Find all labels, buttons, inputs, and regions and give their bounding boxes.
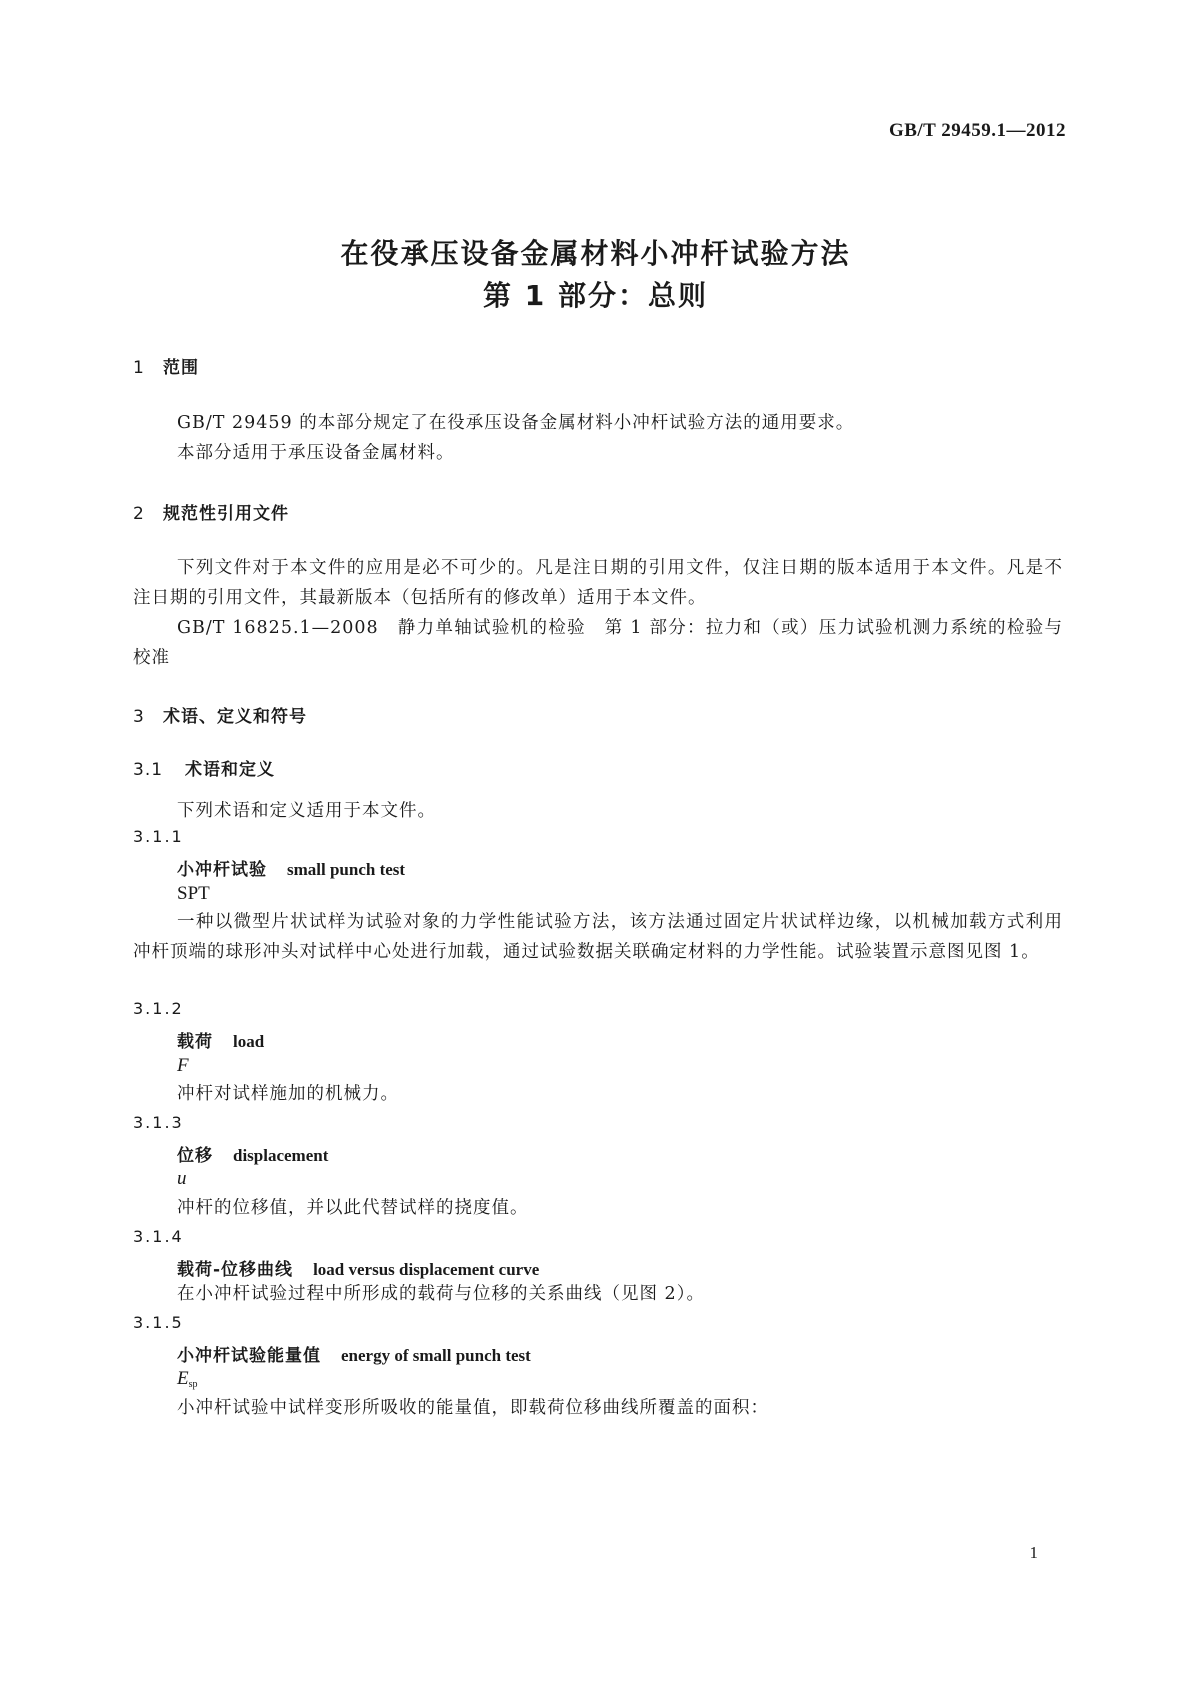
document-subtitle: 第 1 部分：总则 bbox=[483, 279, 708, 312]
term-symbol: SPT bbox=[177, 883, 210, 904]
term-symbol: F bbox=[177, 1055, 189, 1076]
term-number: 3.1.3 bbox=[133, 1113, 184, 1132]
term-definition: 小冲杆试验中试样变形所吸收的能量值，即载荷位移曲线所覆盖的面积： bbox=[177, 1398, 769, 1418]
term-zh: 位移 bbox=[177, 1146, 213, 1166]
section-title: 规范性引用文件 bbox=[163, 504, 289, 524]
term-number: 3.1.2 bbox=[133, 999, 184, 1018]
term-symbol: u bbox=[177, 1168, 187, 1189]
term-heading bbox=[177, 1141, 328, 1166]
term-en: load versus displacement curve bbox=[313, 1260, 540, 1279]
term-zh: 小冲杆试验能量值 bbox=[177, 1346, 321, 1366]
paragraph: 下列术语和定义适用于本文件。 bbox=[177, 801, 436, 821]
term-heading bbox=[177, 855, 405, 880]
term-zh: 载荷 bbox=[177, 1032, 213, 1052]
section-number: 3 bbox=[133, 707, 145, 727]
paragraph: 本部分适用于承压设备金属材料。 bbox=[177, 443, 455, 463]
symbol-main: E bbox=[177, 1368, 189, 1389]
section-3-heading bbox=[133, 702, 307, 727]
term-heading bbox=[177, 1341, 531, 1366]
section-3-1-heading bbox=[133, 755, 275, 780]
section-title: 范围 bbox=[163, 358, 199, 378]
document-code: GB/T 29459.1—2012 bbox=[888, 120, 1066, 141]
term-zh: 载荷-位移曲线 bbox=[177, 1260, 294, 1280]
term-en: displacement bbox=[233, 1146, 329, 1165]
term-number: 3.1.1 bbox=[133, 827, 184, 846]
term-definition: 一种以微型片状试样为试验对象的力学性能试验方法，该方法通过固定片状试样边缘，以机械加载方式利用冲杆顶端的球形冲头对试样中心处进行加载，通过试验数据关联确定材料的力学性能。试验装置示意图见图 1。 bbox=[133, 912, 1063, 962]
paragraph: GB/T 29459 的本部分规定了在役承压设备金属材料小冲杆试验方法的通用要求。 bbox=[177, 413, 855, 433]
term-definition: 冲杆对试样施加的机械力。 bbox=[177, 1084, 399, 1104]
section-number: 2 bbox=[133, 504, 145, 524]
section-number: 3.1 bbox=[133, 760, 164, 780]
term-zh: 小冲杆试验 bbox=[177, 860, 267, 880]
symbol-subscript: sp bbox=[188, 1379, 198, 1390]
document-title: 在役承压设备金属材料小冲杆试验方法 bbox=[340, 237, 851, 270]
section-number: 1 bbox=[133, 358, 145, 378]
term-heading bbox=[177, 1255, 539, 1280]
section-title: 术语、定义和符号 bbox=[163, 707, 307, 727]
term-en: energy of small punch test bbox=[341, 1346, 531, 1365]
section-title: 术语和定义 bbox=[185, 760, 275, 780]
term-en: load bbox=[233, 1032, 265, 1051]
normative-reference: GB/T 16825.1—2008 静力单轴试验机的检验 第 1 部分：拉力和（或）压力试验机测力系统的检验与校准 bbox=[133, 618, 1063, 668]
term-number: 3.1.4 bbox=[133, 1227, 184, 1246]
term-definition: 在小冲杆试验过程中所形成的载荷与位移的关系曲线（见图 2）。 bbox=[177, 1284, 705, 1304]
section-1-heading bbox=[133, 353, 199, 378]
section-2-heading bbox=[133, 499, 289, 524]
term-number: 3.1.5 bbox=[133, 1313, 184, 1332]
term-en: small punch test bbox=[287, 860, 406, 879]
term-symbol bbox=[177, 1368, 198, 1390]
paragraph: 下列文件对于本文件的应用是必不可少的。凡是注日期的引用文件，仅注日期的版本适用于本文件。凡是不注日期的引用文件，其最新版本（包括所有的修改单）适用于本文件。 bbox=[133, 558, 1063, 608]
term-definition: 冲杆的位移值，并以此代替试样的挠度值。 bbox=[177, 1198, 529, 1218]
term-heading bbox=[177, 1027, 264, 1052]
page-number: 1 bbox=[1029, 1543, 1038, 1562]
